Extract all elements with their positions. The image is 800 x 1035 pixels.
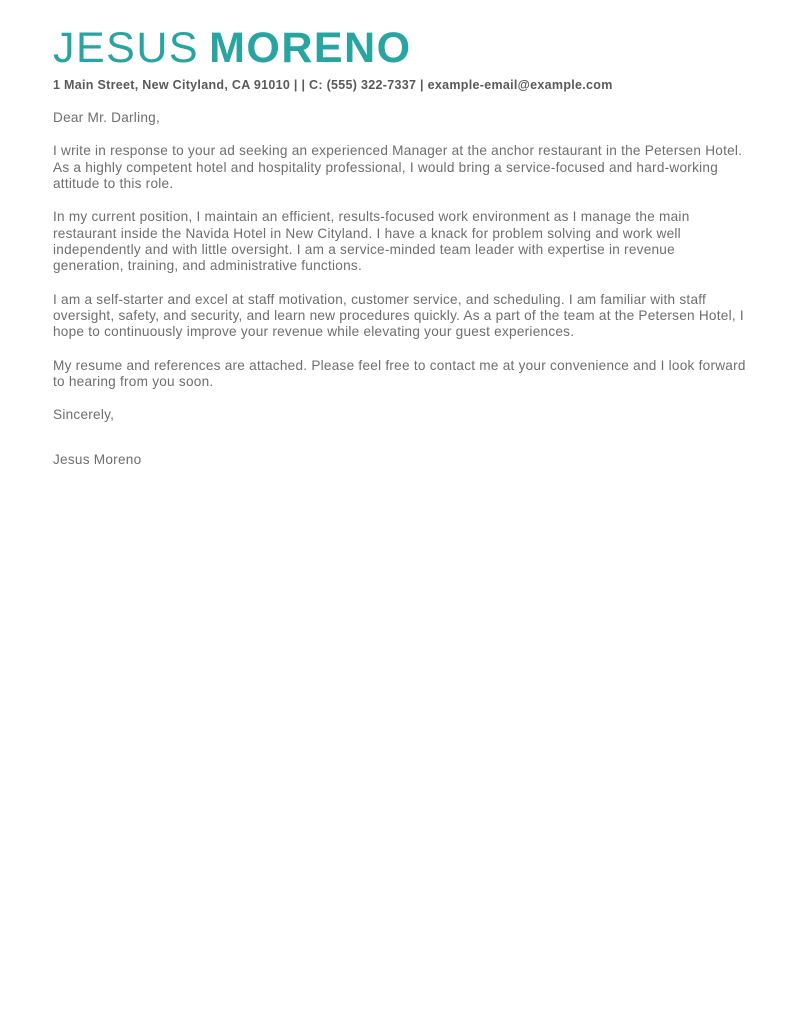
candidate-name <box>53 26 746 71</box>
salutation: Dear Mr. Darling, <box>53 110 160 126</box>
paragraph-current-position: In my current position, I maintain an efficient, results-focused work environment as I manage the main restaurant inside the Navida Hotel in New Cityland. I have a knack for problem solving and work well independently and with little oversight. I am a service-minded team leader with expertise in revenue generation, training, and administrative functions. <box>53 209 690 274</box>
closing: Sincerely, <box>53 407 115 423</box>
signature: Jesus Moreno <box>53 451 142 467</box>
candidate-first-name: JESUS <box>53 24 200 72</box>
letter-body <box>53 110 746 468</box>
letter-header <box>53 26 746 92</box>
candidate-last-name: MORENO <box>209 24 412 72</box>
paragraph-resume-attached: My resume and references are attached. Please feel free to contact me at your convenience and I look forward to hearing from you soon. <box>53 357 746 389</box>
paragraph-skills: I am a self-starter and excel at staff motivation, customer service, and scheduling. I am familiar with staff oversight, safety, and security, and learn new procedures quickly. As a part of the team at the Petersen Hotel, I hope to continuously improve your revenue while elevating your guest experiences. <box>53 291 744 340</box>
paragraph-intro: I write in response to your ad seeking an experienced Manager at the anchor restaurant in the Petersen Hotel. As a highly competent hotel and hospitality professional, I would bring a service-focused and hard-working attitude to this role. <box>53 143 743 192</box>
contact-line: 1 Main Street, New Cityland, CA 91010 | | C: (555) 322-7337 | example-email@example.com <box>53 78 613 93</box>
